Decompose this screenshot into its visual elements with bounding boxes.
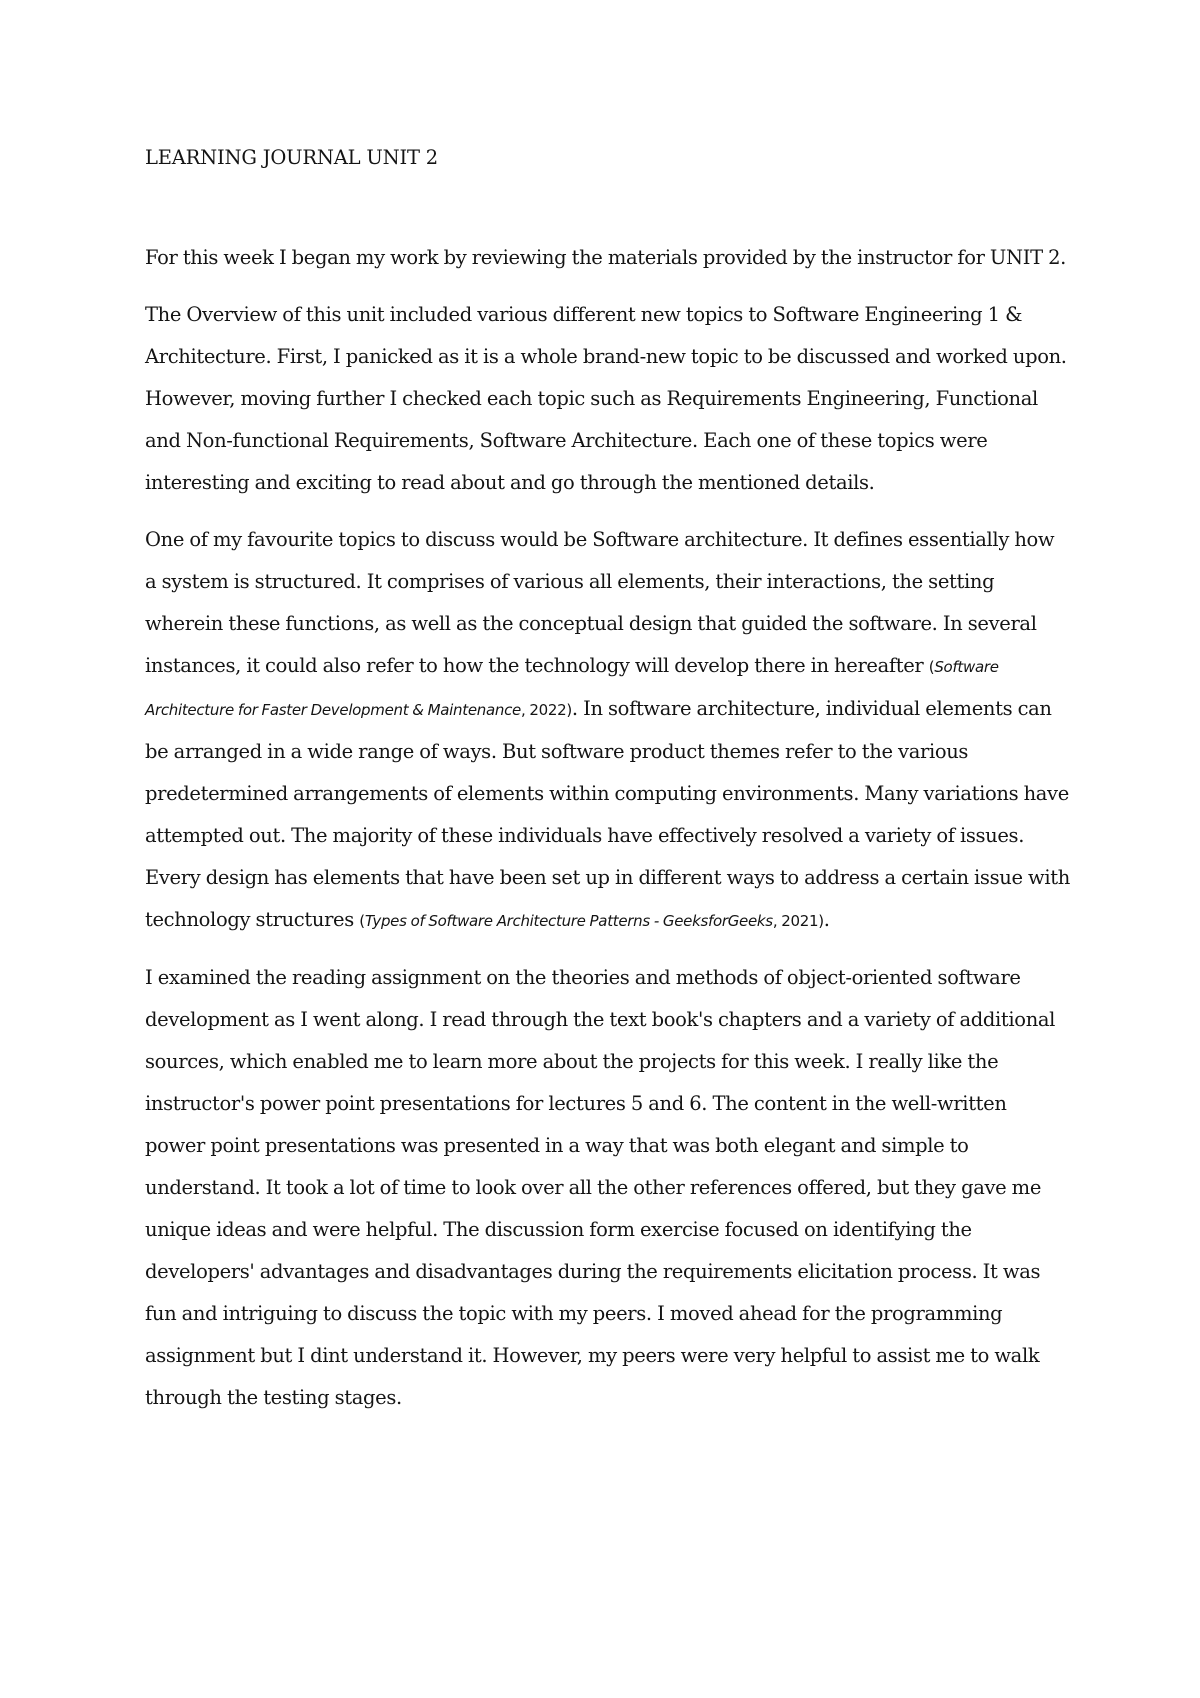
paragraph-intro: For this week I began my work by reviewing the materials provided by the instructor for UNIT 2.: [145, 246, 1066, 269]
paragraph-text-b: . In software architecture, individual elements can be arranged in a wide range of ways. But software product themes refer to the various predetermined arrangements of elements within computing environments. Many variations have attempted out. The majority of these individuals have effectively resolved a variety of issues. Every design has elements that have been set up in different ways to address a certain issue with technology structures: [145, 697, 1070, 931]
citation-open-paren: (: [928, 658, 935, 676]
paragraph-reading-assignment: I examined the reading assignment on the theories and methods of object-oriented software development as I went along. I read through the text book's chapters and a variety of additional sources, which enabled me to learn more about the projects for this week. I really like the instructor's power point presentations for lectures 5 and 6. The content in the well-written power point presentations was presented in a way that was both elegant and simple to understand. It took a lot of time to look over all the other references offered, but they gave me unique ideas and were helpful. The discussion form exercise focused on identifying the developers' advantages and disadvantages during the requirements elicitation process. It was fun and intriguing to discuss the topic with my peers. I moved ahead for the programming assignment but I dint understand it. However, my peers were very helpful to assist me to walk through the testing stages.: [145, 966, 1056, 1409]
citation-geeksforgeeks: [359, 912, 824, 930]
citation-year: , 2021): [772, 912, 824, 930]
citation-title: Software Architecture for Faster Development & Maintenance: [145, 658, 999, 719]
citation-year: , 2022): [520, 701, 572, 719]
paragraph-text-c: .: [823, 908, 830, 931]
document-title: LEARNING JOURNAL UNIT 2: [145, 146, 438, 169]
citation-open-paren: (: [359, 912, 365, 930]
paragraph-overview: The Overview of this unit included various different new topics to Software Engineering 1 & Architecture. First, I panicked as it is a whole brand-new topic to be discussed and worked upon. However, moving further I checked each topic such as Requirements Engineering, Functional and Non-functional Requirements, Software Architecture. Each one of these topics were interesting and exciting to read about and go through the mentioned details.: [145, 303, 1067, 494]
paragraph-software-architecture: [145, 519, 1070, 942]
document-body: [145, 143, 1070, 1434]
paragraph-text-a: One of my favourite topics to discuss would be Software architecture. It defines essentially how a system is structured. It comprises of various all elements, their interactions, the setting wherein these functions, as well as the conceptual design that guided the software. In several instances, it could also refer to how the technology will develop there in hereafter: [145, 528, 1055, 677]
citation-title: Types of Software Architecture Patterns - GeeksforGeeks: [364, 912, 773, 930]
